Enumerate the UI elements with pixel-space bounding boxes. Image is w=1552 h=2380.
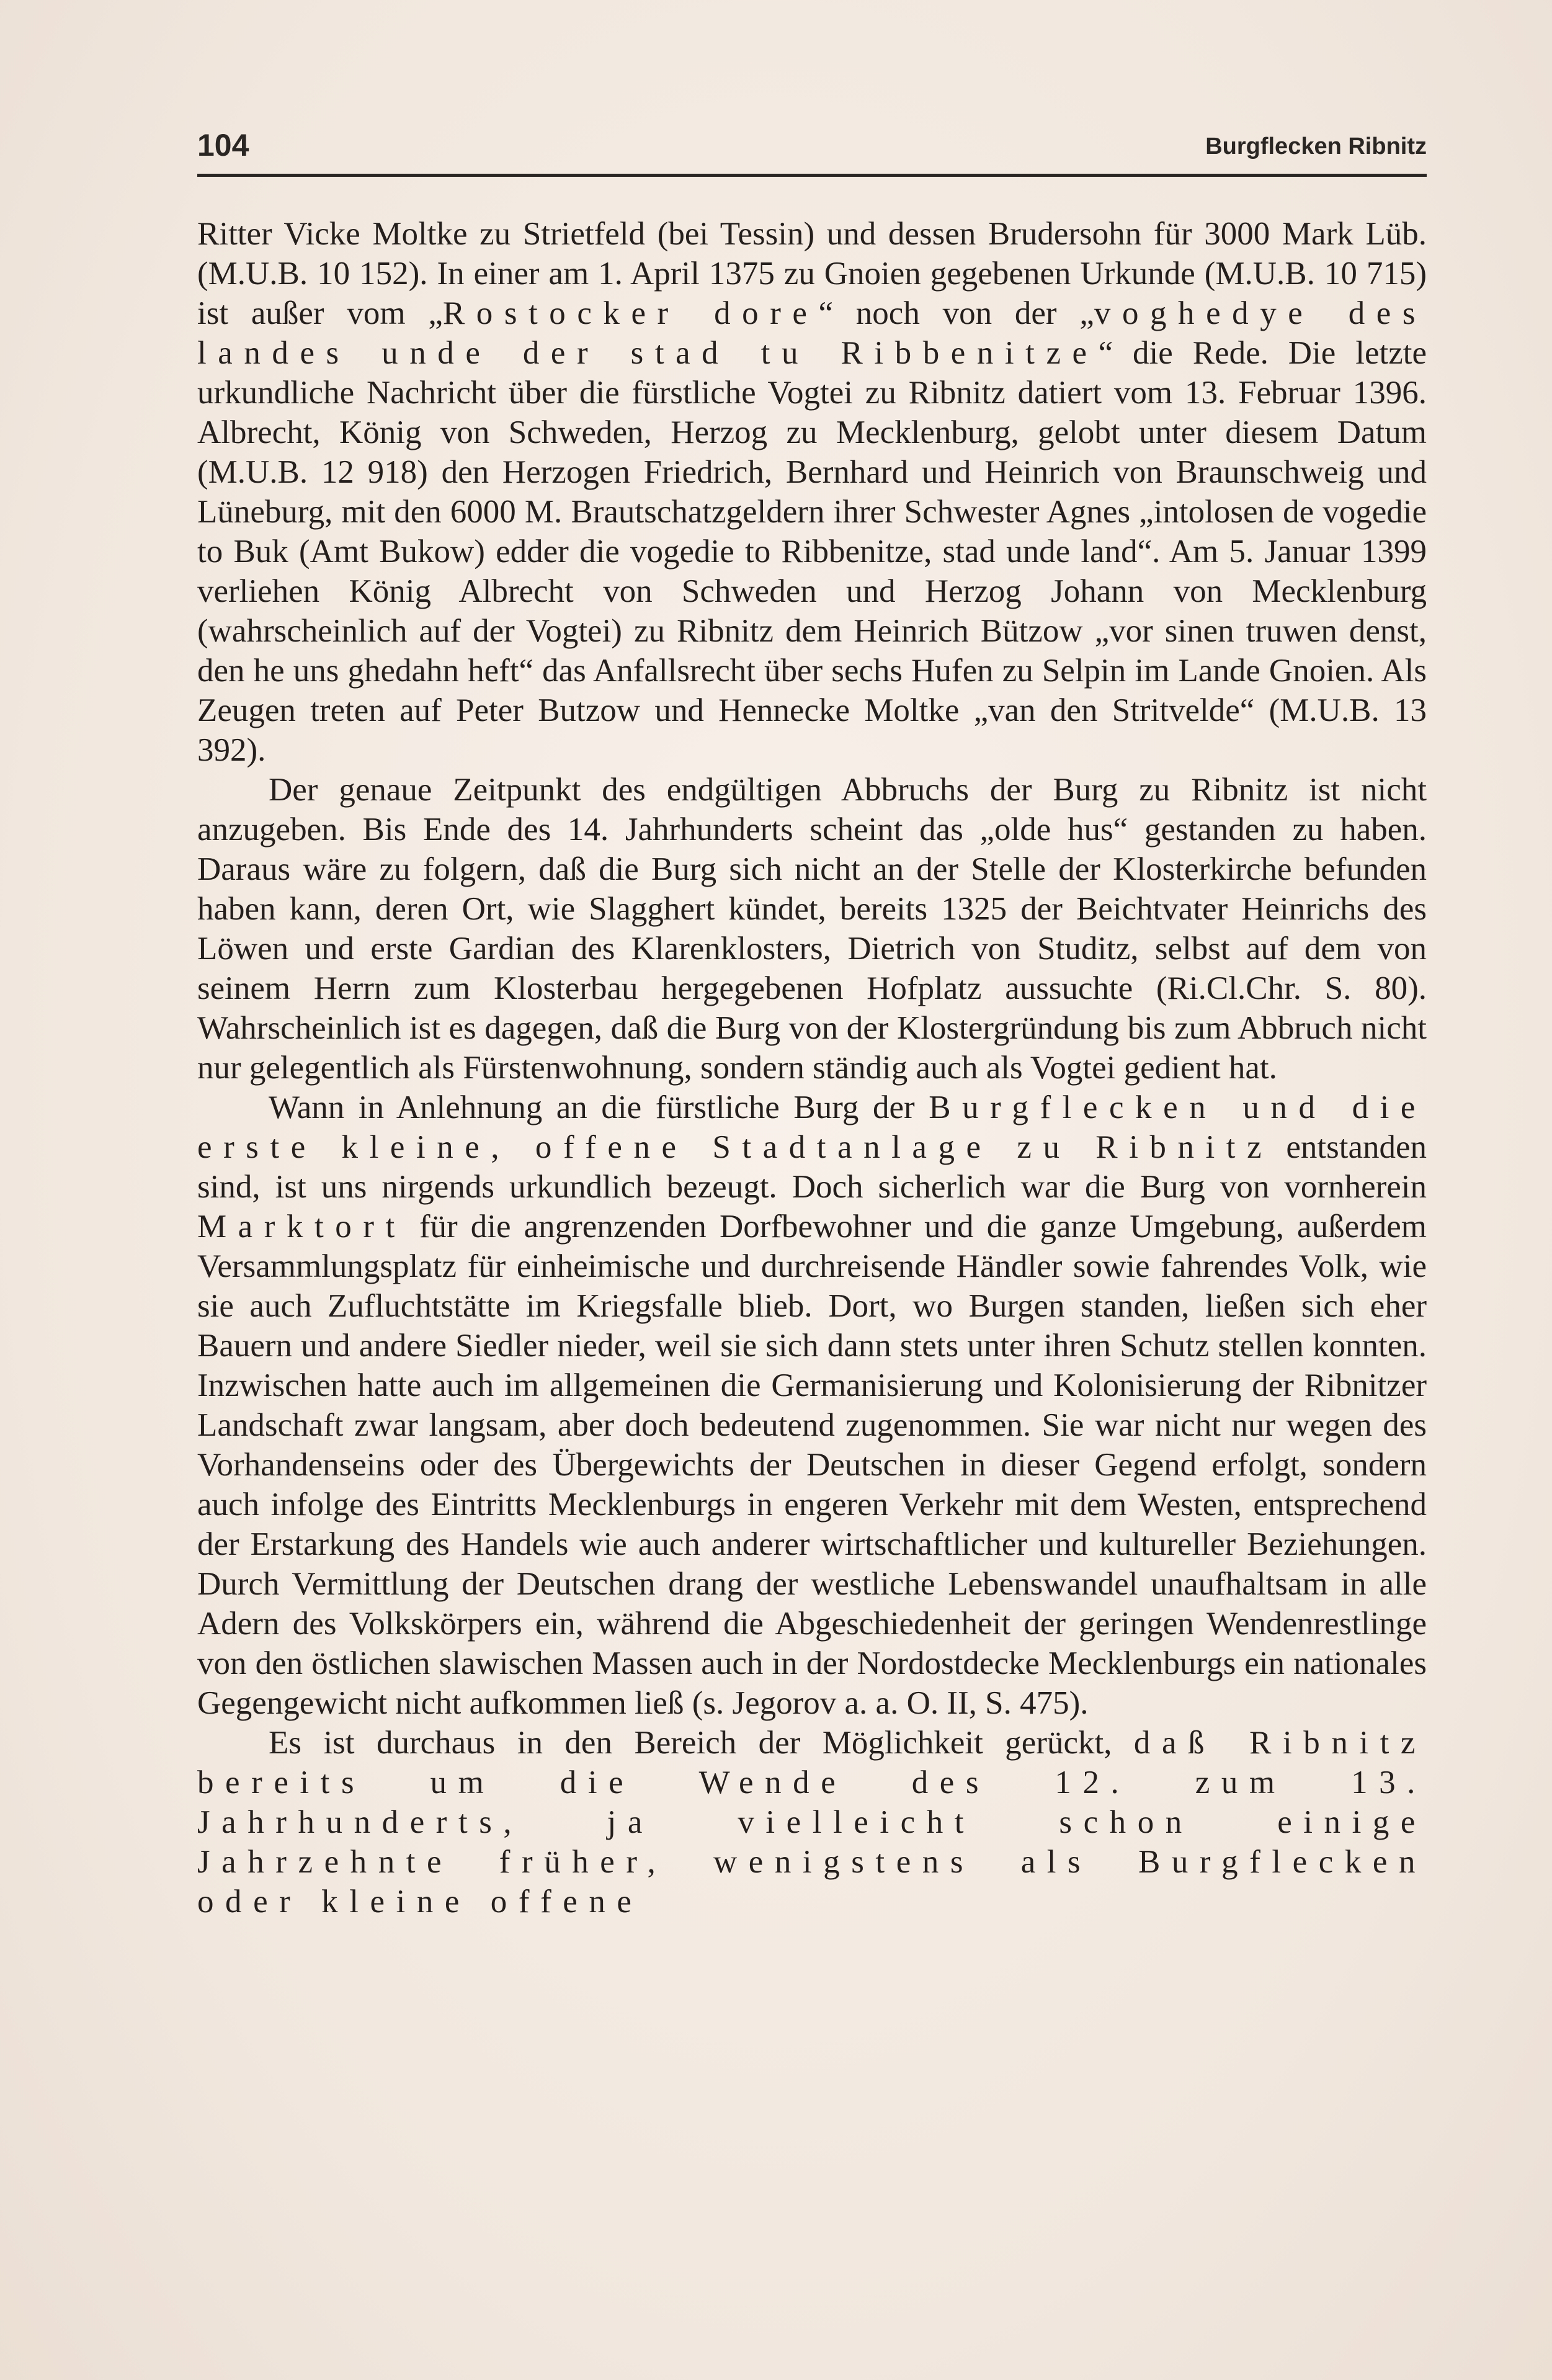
paragraph-4: [197, 1723, 1427, 1921]
paragraph-4-text-a: Es ist durchaus in den Bereich der Möglichkeit gerückt,: [269, 1725, 1134, 1761]
paragraph-3-text-b: entstanden sind, ist uns nirgends urkundlich bezeugt. Doch sicherlich war die Burg von vornherein: [197, 1129, 1427, 1205]
paragraph-4-spaced-phrase: daß Ribnitz bereits um die Wende des 12. zum 13. Jahrhunderts, ja vielleicht schon einige Jahrzehnte früher, wenigstens als Burgflecken oder kleine offene: [197, 1725, 1427, 1920]
page-header: [197, 127, 1427, 171]
paragraph-1-text-c: “ die Rede. Die letzte urkundliche Nachricht über die fürstliche Vogtei zu Ribnitz datiert vom 13. Februar 1396. Albrecht, König von Schweden, Herzog zu Mecklenburg, gelobt unter diesem Datum (M.U.B. 12 918) den Herzogen Friedrich, Bernhard und Heinrich von Braunschweig und Lüneburg, mit den 6000 M. Brautschatzgeldern ihrer Schwester Agnes „intolosen de vogedie to Buk (Amt Bukow) edder die vogedie to Ribbenitze, stad unde land“. Am 5. Januar 1399 verliehen König Albrecht von Schweden und Herzog Johann von Mecklenburg (wahrscheinlich auf der Vogtei) zu Ribnitz dem Heinrich Bützow „vor sinen truwen denst, den he uns ghedahn heft“ das Anfallsrecht über sechs Hufen zu Selpin im Lande Gnoien. Als Zeugen treten auf Peter Butzow und Hennecke Moltke „van den Stritvelde“ (M.U.B. 13 392).: [197, 335, 1427, 768]
paragraph-3: [197, 1088, 1427, 1723]
header-rule: [197, 174, 1427, 177]
paragraph-3-spaced-phrase-b: Marktort: [197, 1209, 406, 1245]
paragraph-2-text: Der genaue Zeitpunkt des endgültigen Abbruchs der Burg zu Ribnitz ist nicht anzugeben. Bis Ende des 14. Jahrhunderts scheint das „olde hus“ gestanden zu haben. Daraus wäre zu folgern, daß die Burg sich nicht an der Stelle der Klosterkirche befunden haben kann, deren Ort, wie Slagghert kündet, bereits 1325 der Beichtvater Heinrichs des Löwen und erste Gardian des Klarenklosters, Dietrich von Studitz, selbst auf dem von seinem Herrn zum Klosterbau hergegebenen Hofplatz aussuchte (Ri.Cl.Chr. S. 80). Wahrscheinlich ist es dagegen, daß die Burg von der Klostergründung bis zum Abbruch nicht nur gelegentlich als Fürstenwohnung, sondern ständig auch als Vogtei gedient hat.: [197, 772, 1427, 1086]
page-number: 104: [197, 128, 249, 163]
paragraph-3-text-a: Wann in Anlehnung an die fürstliche Burg der: [269, 1089, 929, 1125]
paragraph-2: [197, 770, 1427, 1088]
running-title: Burgflecken Ribnitz: [1205, 133, 1427, 159]
paragraph-1: [197, 214, 1427, 770]
body-text: [197, 214, 1427, 1921]
paragraph-1-spaced-quote-a: Rostocker dore: [442, 295, 819, 331]
paragraph-1-spaced-quote-b: voghedye des landes unde der stad tu Ribbenitze: [197, 295, 1427, 371]
paragraph-3-spaced-phrase-a: Burgflecken und die erste kleine, offene Stadtanlage zu Ribnitz: [197, 1089, 1427, 1165]
paragraph-1-text-b: “ noch von der „: [818, 295, 1094, 331]
paragraph-1-text-a: Ritter Vicke Moltke zu Strietfeld (bei Tessin) und dessen Brudersohn für 3000 Mark Lüb. (M.U.B. 10 152). In einer am 1. April 1375 zu Gnoien gegebenen Urkunde (M.U.B. 10 715) ist außer vom „: [197, 216, 1427, 331]
paragraph-3-text-c: für die angrenzenden Dorfbewohner und die ganze Umgebung, außerdem Versammlungsplatz für einheimische und durchreisende Händler sowie fahrendes Volk, wie sie auch Zufluchtstätte im Kriegsfalle blieb. Dort, wo Burgen standen, ließen sich eher Bauern und andere Siedler nieder, weil sie sich dann stets unter ihren Schutz stellen konnten. Inzwischen hatte auch im allgemeinen die Germanisierung und Kolonisierung der Ribnitzer Landschaft zwar langsam, aber doch bedeutend zugenommen. Sie war nicht nur wegen des Vorhandenseins oder des Übergewichts der Deutschen in dieser Gegend erfolgt, sondern auch infolge des Eintritts Mecklenburgs in engeren Verkehr mit dem Westen, entsprechend der Erstarkung des Handels wie auch anderer wirtschaftlicher und kultureller Beziehungen. Durch Vermittlung der Deutschen drang der westliche Lebenswandel unaufhaltsam in alle Adern des Volkskörpers ein, während die Abgeschiedenheit der geringen Wendenrestlinge von den östlichen slawischen Massen auch in der Nordostdecke Mecklenburgs ein nationales Gegengewicht nicht aufkommen ließ (s. Jegorov a. a. O. II, S. 475).: [197, 1209, 1427, 1721]
